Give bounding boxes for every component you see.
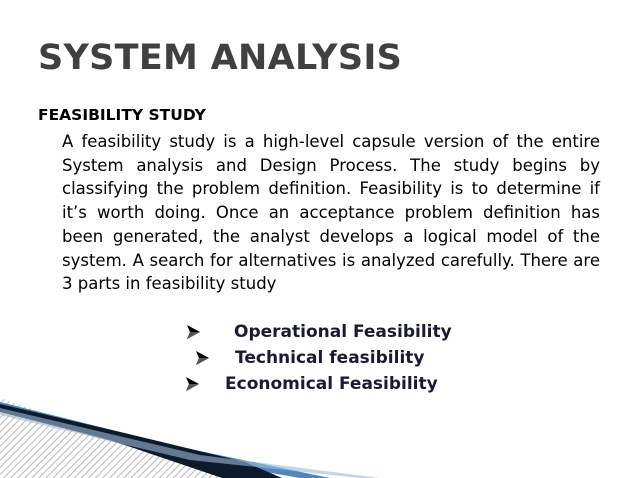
bullet-label: Economical Feasibility: [225, 374, 438, 394]
arrow-bullet-icon: [196, 351, 209, 365]
decor-blue-stripe: [0, 402, 330, 478]
decor-light-stripe: [0, 408, 380, 478]
bullet-item-operational: [187, 320, 452, 344]
slide-title: SYSTEM ANALYSIS: [38, 38, 403, 78]
arrow-bullet-icon: [186, 377, 199, 391]
bullet-item-economical: [186, 372, 438, 396]
decor-hatched-wedge: [0, 398, 228, 478]
section-heading: FEASIBILITY STUDY: [38, 106, 206, 124]
arrow-bullet-icon: [187, 325, 200, 339]
bullet-item-technical: [196, 346, 424, 370]
decor-dark-stripe: [0, 404, 282, 478]
body-paragraph: A feasibility study is a high-level capsule version of the entire System analysis and Design Process. The study begins by classifying the problem definition. Feasibility is to determine if it’s worth doing. Once an acceptance problem definition has been generated, the analyst develops a logical model of the system. A search for alternatives is analyzed carefully. There are 3 parts in feasibility study: [62, 132, 600, 294]
bullet-label: Operational Feasibility: [234, 322, 452, 342]
bullet-label: Technical feasibility: [235, 348, 425, 368]
